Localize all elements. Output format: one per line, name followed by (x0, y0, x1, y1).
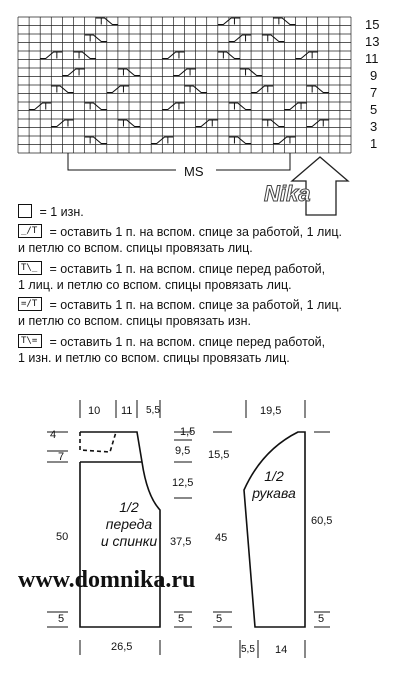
legend-item (18, 334, 325, 350)
legend-continuation: и петлю со вспом. спицы провязать лиц. (18, 241, 253, 255)
legend-item (18, 261, 325, 277)
legend-text: = оставить 1 п. на вспом. спице перед работой, (49, 335, 326, 349)
sleeve-top-width: 19,5 (260, 405, 282, 417)
row-number: 11 (365, 51, 379, 66)
left-cross-knit-icon: T\_ (18, 261, 42, 275)
body-left-dim: 7 (58, 451, 65, 463)
nika-logo (262, 153, 352, 221)
legend-item (18, 297, 342, 313)
sleeve-right-dim: 60,5 (311, 515, 333, 527)
watermark: www.domnika.ru (18, 567, 196, 593)
sleeve-left-dim: 15,5 (208, 449, 230, 461)
legend-text: = оставить 1 п. на вспом. спице за работой, 1 лиц. (49, 298, 342, 312)
chart-symbols (29, 18, 329, 144)
body-right-dim: 37,5 (170, 536, 192, 548)
body-bottom-width: 26,5 (111, 641, 133, 653)
legend-item (18, 204, 84, 220)
body-right-dim: 1,5 (180, 426, 196, 438)
row-number: 3 (370, 119, 378, 134)
sleeve-left-dim: 5 (216, 613, 223, 625)
legend-continuation: 1 лиц. и петлю со вспом. спицы провязать лиц. (18, 278, 292, 292)
sleeve-outline (244, 432, 305, 627)
row-number: 7 (370, 85, 378, 100)
body-top-width: 10 (88, 405, 101, 417)
empty-cell-icon (18, 204, 32, 218)
row-number: 5 (370, 102, 378, 117)
legend-item (18, 224, 342, 240)
body-left-dim: 5 (58, 613, 65, 625)
row-number: 15 (365, 17, 380, 32)
repeat-bracket (68, 153, 290, 170)
sleeve-bottom-width: 14 (275, 644, 288, 656)
row-number: 1 (370, 136, 378, 151)
body-left-dim: 50 (56, 531, 69, 543)
sleeve-left-dim: 45 (215, 532, 228, 544)
body-top-width: 11 (121, 405, 133, 417)
chart-grid (18, 17, 351, 153)
body-piece-label: 1/2 переда и спинки (100, 499, 158, 549)
sleeve-bottom-width: 5,5 (241, 644, 255, 655)
row-number: 9 (370, 68, 378, 83)
legend-text: = оставить 1 п. на вспом. спице перед работой, (49, 262, 326, 276)
right-cross-purl-icon: =/T (18, 297, 42, 311)
body-right-dim: 9,5 (175, 445, 191, 457)
body-right-dim: 5 (178, 613, 185, 625)
legend-continuation: и петлю со вспом. спицы провязать изн. (18, 314, 251, 328)
legend-text: = 1 изн. (39, 205, 84, 219)
sleeve-right-dim: 5 (318, 613, 325, 625)
legend-text: = оставить 1 п. на вспом. спице за работой, 1 лиц. (49, 225, 342, 239)
repeat-label: MS (184, 164, 204, 179)
right-cross-knit-icon: _/T (18, 224, 42, 238)
sleeve-piece-label: 1/2 рукава (252, 468, 296, 501)
neckline-dashed (80, 432, 116, 452)
row-number: 13 (365, 34, 380, 49)
schematic-drawing (47, 400, 333, 658)
body-top-width: 5,5 (146, 405, 160, 416)
logo-text: Nika (264, 181, 311, 206)
body-right-dim: 12,5 (172, 477, 194, 489)
legend-continuation: 1 изн. и петлю со вспом. спицы провязать лиц. (18, 351, 290, 365)
body-left-dim: 4 (50, 429, 57, 441)
left-cross-purl-icon: T\= (18, 334, 42, 348)
